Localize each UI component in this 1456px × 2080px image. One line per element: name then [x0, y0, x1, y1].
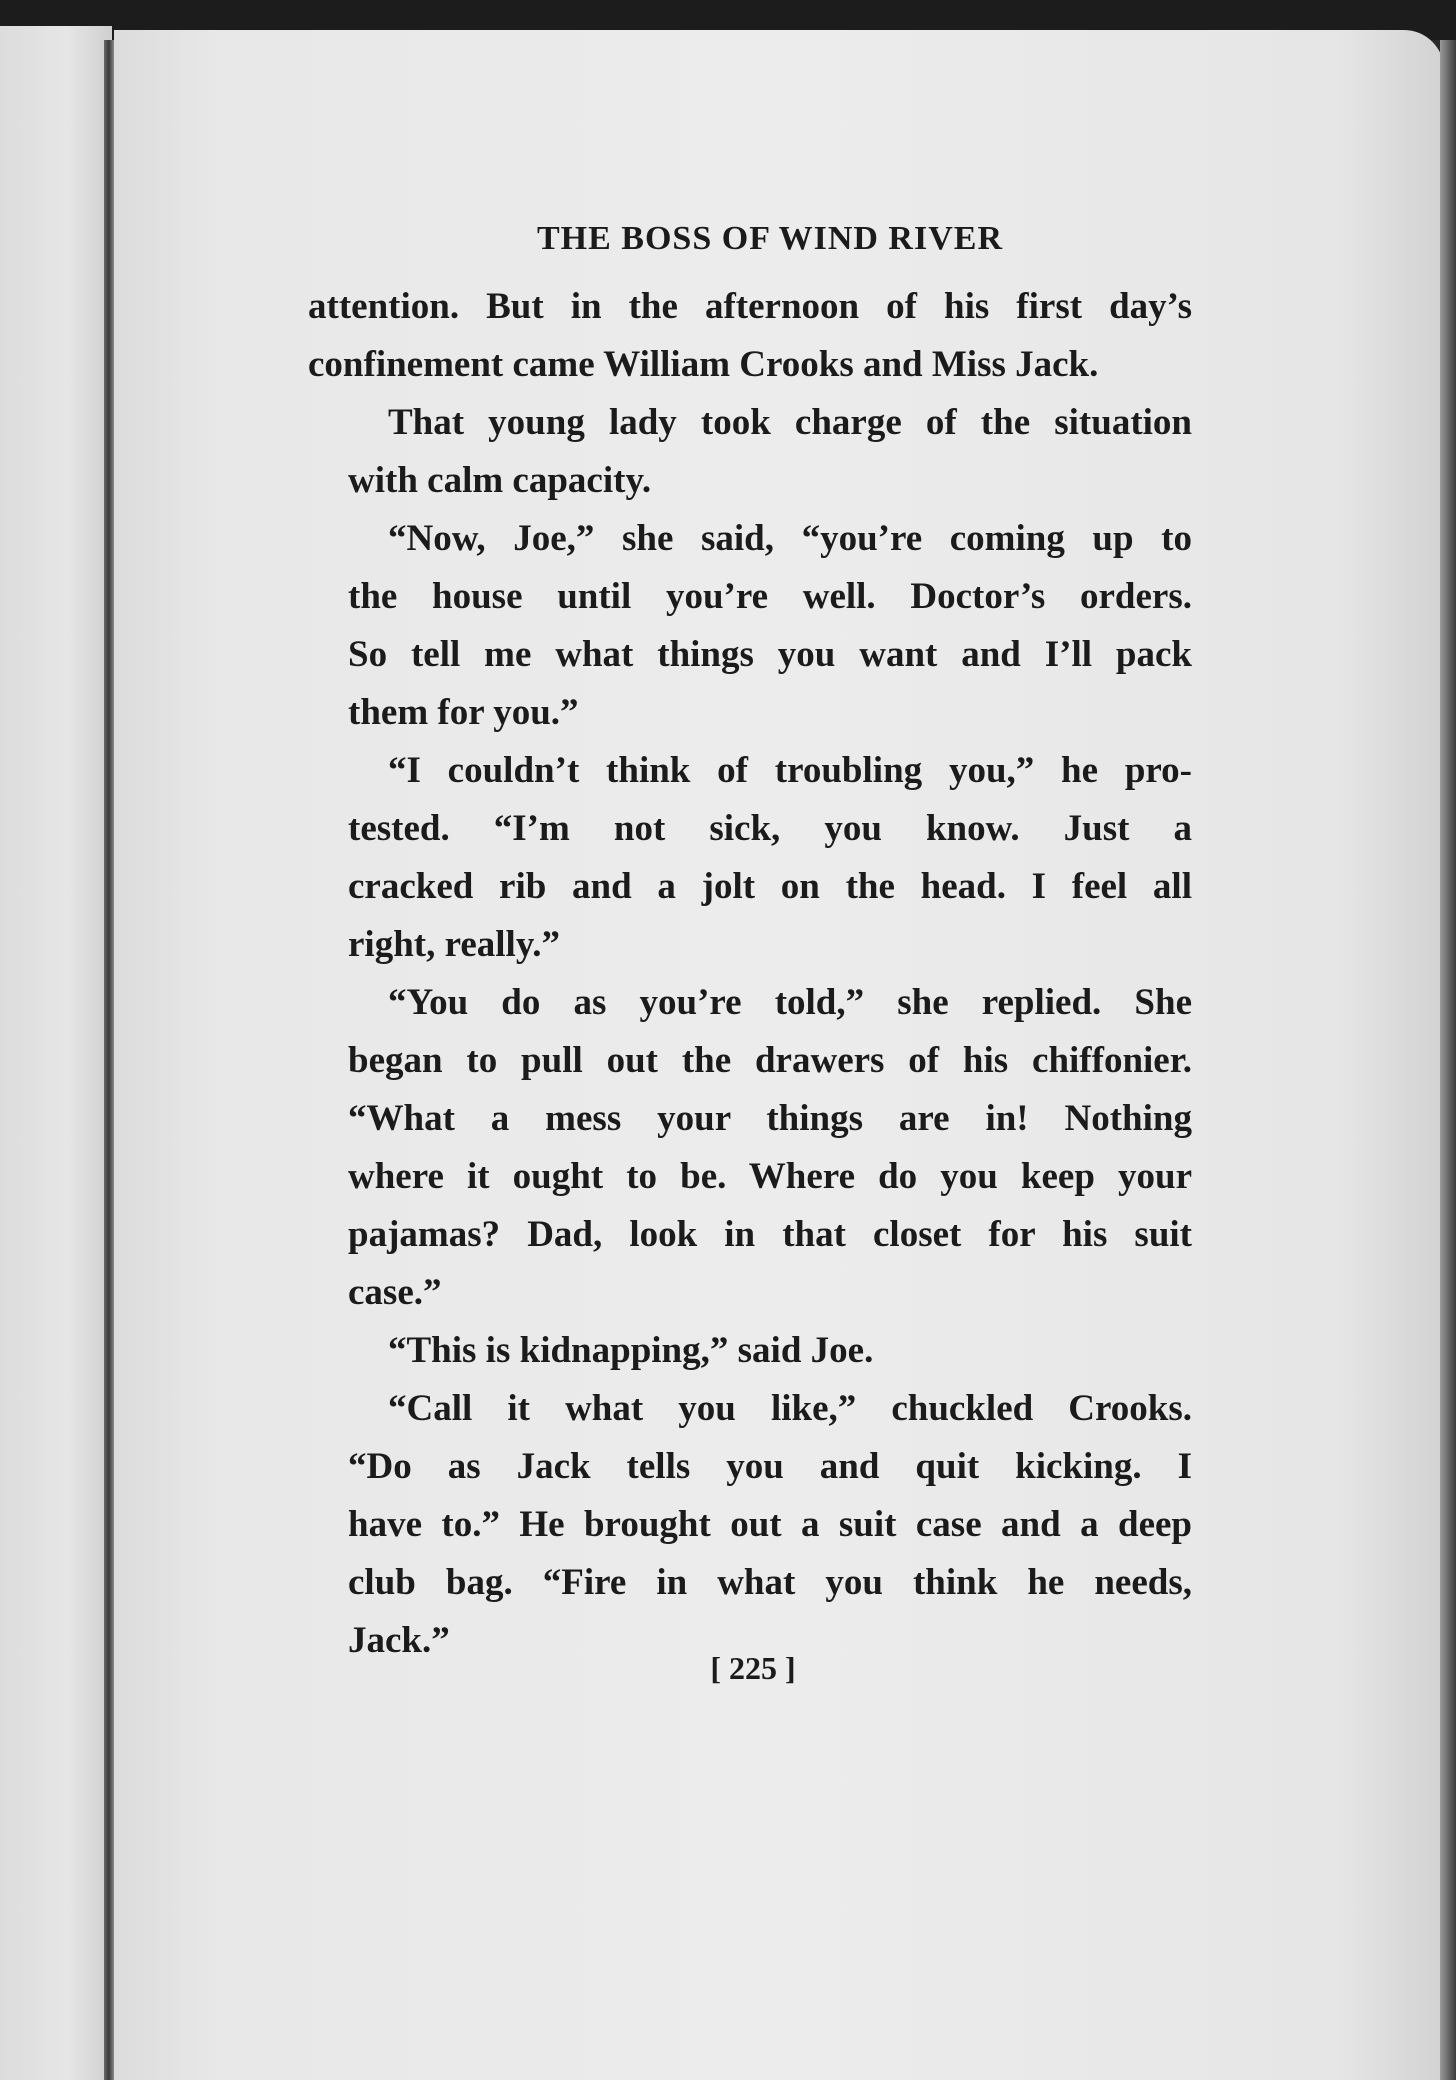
text-line: confinement came William Crooks and Miss Jack. — [308, 344, 1099, 385]
text-line: “I couldn’t think of troubling you,” he pro- — [388, 750, 1192, 791]
paragraph-2 — [308, 394, 1192, 510]
text-line: case.” — [348, 1272, 442, 1313]
text-line: “Call it what you like,” chuckled Crooks. — [388, 1388, 1192, 1429]
text-line: club bag. “Fire in what you think he needs, — [348, 1562, 1192, 1603]
text-line: tested. “I’m not sick, you know. Just a — [348, 808, 1192, 849]
text-line: “Now, Joe,” she said, “you’re coming up to — [388, 518, 1192, 559]
paragraph-4 — [308, 742, 1192, 974]
paragraph-3 — [308, 510, 1192, 742]
book-cover-edge — [1440, 40, 1456, 2080]
text-line: “Do as Jack tells you and quit kicking. I — [348, 1446, 1192, 1487]
paragraph-1 — [308, 278, 1192, 394]
book-gutter — [104, 40, 114, 2080]
page-text-block — [308, 210, 1192, 1670]
text-line: cracked rib and a jolt on the head. I feel all — [348, 866, 1192, 907]
text-line: pajamas? Dad, look in that closet for his suit — [348, 1214, 1192, 1255]
page-number: [ 225 ] — [710, 1650, 796, 1686]
text-line: have to.” He brought out a suit case and a deep — [348, 1504, 1192, 1545]
text-line: “What a mess your things are in! Nothing — [348, 1098, 1192, 1139]
text-line: So tell me what things you want and I’ll pack — [348, 634, 1192, 675]
facing-page-edge — [0, 26, 112, 2080]
paragraph-5 — [308, 974, 1192, 1322]
running-head: THE BOSS OF WIND RIVER — [537, 220, 1003, 257]
text-line: them for you.” — [348, 692, 579, 733]
text-line: Jack.” — [348, 1620, 450, 1661]
text-line: began to pull out the drawers of his chiffonier. — [348, 1040, 1192, 1081]
text-line: the house until you’re well. Doctor’s orders. — [348, 576, 1192, 617]
text-line: That young lady took charge of the situation — [388, 402, 1192, 443]
text-line: right, really.” — [348, 924, 561, 965]
text-line: where it ought to be. Where do you keep your — [348, 1156, 1192, 1197]
text-line: attention. But in the afternoon of his first day’s — [308, 286, 1192, 327]
paragraph-7 — [308, 1380, 1192, 1670]
text-line: with calm capacity. — [348, 460, 652, 501]
text-line: “This is kidnapping,” said Joe. — [388, 1330, 874, 1371]
text-line: “You do as you’re told,” she replied. She — [388, 982, 1192, 1023]
paragraph-6 — [308, 1322, 1192, 1380]
